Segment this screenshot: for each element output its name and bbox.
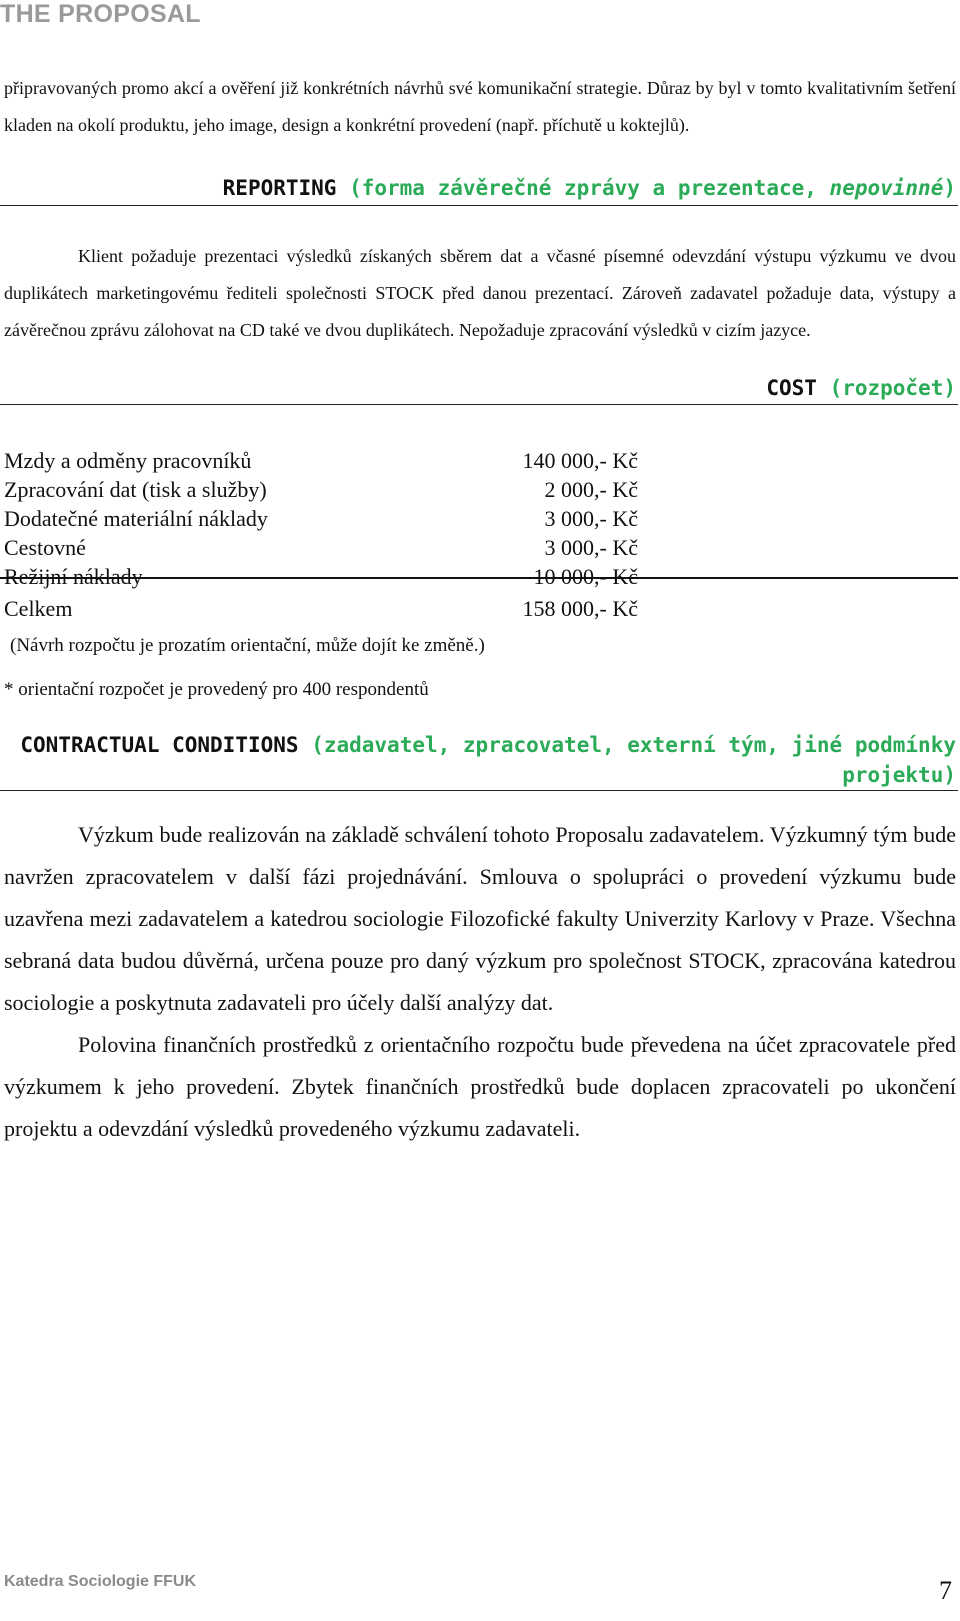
intro-paragraph: připravovaných promo akcí a ověření již konkrétních návrhů své komunikační strategie. Důraz by byl v tomto kvalitativním šetření kladen na okolí produktu, jeho image, design a konkrétní provedení (např. příchutě u koktejlů). [4,78,956,135]
page-title: THE PROPOSAL [0,0,201,28]
footer-department: Katedra Sociologie FFUK [4,1573,197,1590]
budget-item-amount: 140 000,- Kč [522,448,638,473]
budget-row [4,504,958,533]
reporting-heading-cz [336,176,956,200]
reporting-heading-cz-italic: nepovinné [829,176,944,200]
reporting-heading [4,173,956,203]
budget-total-row [4,594,958,623]
budget-item-amount: 10 000,- Kč [533,564,638,589]
reporting-heading-en: REPORTING [222,176,337,200]
contract-heading-cz-line2: projektu) [842,763,956,787]
cost-heading-en: COST [766,376,817,400]
budget-row [4,475,958,504]
contract-body [4,814,956,1150]
budget-row [4,533,958,562]
budget-item-label: Zpracování dat (tisk a služby) [4,477,267,502]
contract-heading [4,730,956,790]
budget-item-amount: 3 000,- Kč [544,535,638,560]
reporting-heading-cz-close: ) [943,176,956,200]
budget-item-amount: 3 000,- Kč [544,506,638,531]
budget-item-label: Dodatečné materiální náklady [4,506,268,531]
budget-table [4,446,958,623]
cost-heading-cz: (rozpočet) [816,376,956,400]
budget-footnote: * orientační rozpočet je provedený pro 400 respondentů [4,679,429,700]
reporting-paragraph: Klient požaduje prezentaci výsledků získaných sběrem dat a včasné písemné odevzdání výstupu výzkumu ve dvou duplikátech marketingovému řediteli společnosti STOCK před danou prezentací. Zároveň zadavatel požaduje data, výstupy a závěrečnou zprávu zálohovat na CD také ve dvou duplikátech. Nepožaduje zpracování výsledků v cizím jazyce. [4,246,956,340]
contract-heading-en: CONTRACTUAL CONDITIONS [20,733,299,757]
budget-item-amount: 2 000,- Kč [544,477,638,502]
budget-item-label: Režijní náklady [4,564,143,589]
contract-paragraph: Polovina finančních prostředků z orientačního rozpočtu bude převedena na účet zpracovatele před výzkumem k jeho provedení. Zbytek finančních prostředků bude doplacen zpracovateli po ukončení projektu a odevzdání výsledků provedeného výzkumu zadavateli. [4,1032,956,1141]
budget-total-divider [0,577,958,579]
contract-heading-cz-line1: (zadavatel, zpracovatel, externí tým, jiné podmínky [298,733,956,757]
contract-paragraph: Výzkum bude realizován na základě schválení tohoto Proposalu zadavatelem. Výzkumný tým bude navržen zpracovatelem v další fázi projednávání. Smlouva o spolupráci o provedení výzkumu bude uzavřena mezi zadavatelem a katedrou sociologie Filozofické fakulty Univerzity Karlovy v Praze. Všechna sebraná data budou důvěrná, určena pouze pro daný výzkum pro společnost STOCK, zpracována katedrou sociologie a poskytnuta zadavateli pro účely další analýzy dat. [4,822,956,1015]
contract-divider [0,790,958,791]
budget-total-label: Celkem [4,596,73,621]
budget-item-label: Mzdy a odměny pracovníků [4,448,252,473]
budget-item-label: Cestovné [4,535,86,560]
reporting-divider [0,205,958,206]
budget-note: (Návrh rozpočtu je prozatím orientační, může dojít ke změně.) [10,635,485,656]
page-number: 7 [939,1576,952,1605]
budget-row [4,446,958,475]
budget-total-amount: 158 000,- Kč [522,596,638,621]
cost-heading [4,373,956,403]
cost-divider [0,404,958,405]
reporting-heading-cz-open: (forma závěrečné zprávy a prezentace, [336,176,830,200]
